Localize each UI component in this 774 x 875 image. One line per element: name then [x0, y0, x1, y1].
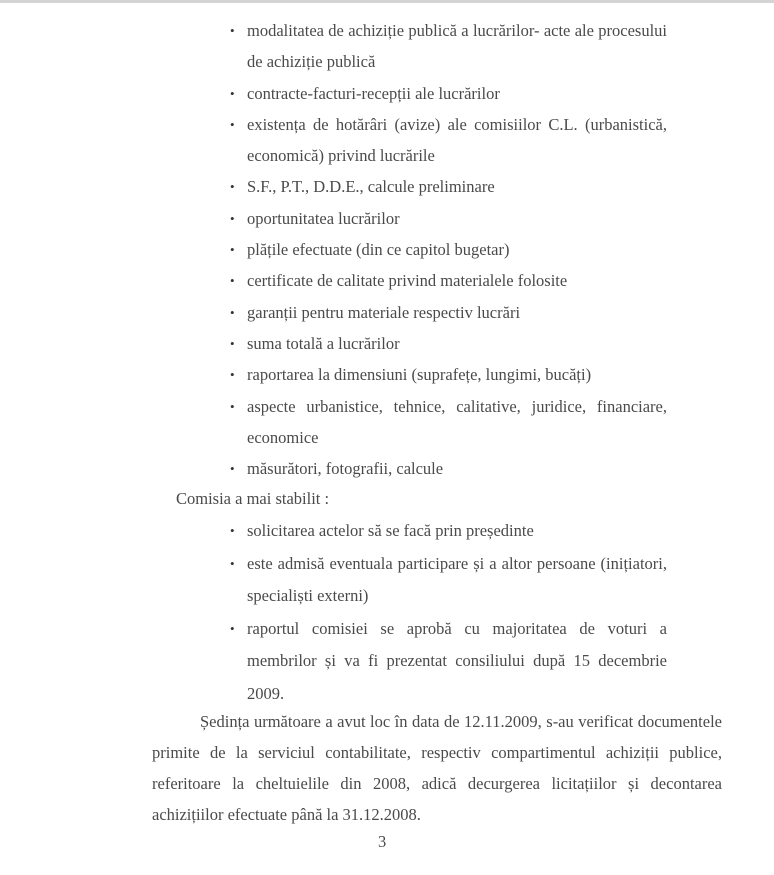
list-item-text: suma totală a lucrărilor — [247, 333, 400, 353]
list-item — [230, 391, 667, 454]
commission-decisions-list — [230, 515, 667, 710]
list-item-text: este admisă eventuala participare și a altor persoane (inițiatori, specialiști externi) — [247, 553, 667, 605]
bullet-icon: • — [230, 23, 235, 38]
list-item-text: existența de hotărâri (avize) ale comisiilor C.L. (urbanistică, economică) privind lucrările — [247, 114, 667, 166]
bullet-icon: • — [230, 620, 235, 636]
bullet-icon: • — [230, 273, 235, 289]
list-item-text: plățile efectuate (din ce capitol bugetar) — [247, 240, 510, 260]
bullet-icon: • — [230, 304, 235, 320]
list-item — [230, 297, 667, 328]
list-item-text: solicitarea actelor să se facă prin președinte — [247, 521, 534, 540]
list-item-text: oportunitatea lucrărilor — [247, 208, 400, 228]
list-item-text: S.F., P.T., D.D.E., calcule preliminare — [247, 177, 495, 197]
list-item — [230, 359, 667, 390]
list-item — [230, 234, 667, 265]
bullet-icon: • — [230, 461, 235, 477]
bullet-icon: • — [230, 555, 235, 571]
bullet-icon: • — [230, 179, 235, 195]
list-item — [230, 453, 667, 484]
bullet-icon: • — [230, 367, 235, 383]
bullet-icon: • — [230, 398, 235, 414]
bullet-icon: • — [230, 210, 235, 226]
list-item — [230, 15, 667, 78]
list-item-text: măsurători, fotografii, calcule — [247, 459, 444, 479]
list-item — [230, 328, 667, 359]
list-item — [230, 548, 667, 613]
list-item-text: garanții pentru materiale respectiv lucrări — [247, 302, 521, 322]
comisia-heading: Comisia a mai stabilit : — [176, 489, 330, 508]
list-item-text: aspecte urbanistice, tehnice, calitative, juridice, financiare, economice — [247, 396, 667, 447]
list-item — [230, 265, 667, 296]
page-top-border — [0, 0, 774, 3]
list-item — [230, 613, 667, 711]
list-item-text: modalitatea de achiziție publică a lucrărilor- acte ale procesului de achiziție publică — [247, 21, 667, 72]
bullet-icon: • — [230, 523, 235, 538]
meeting-paragraph: Ședința următoare a avut loc în data de 12.11.2009, s-au verificat documentele primite de la serviciul contabilitate, respectiv compartimentul achiziții publice, referitoare la cheltuielile din 2008, adică decurgerea licitațiilor și decontarea achizițiilor efectuate până la 31.12.2008. — [152, 712, 722, 824]
list-item-text: contracte-facturi-recepții ale lucrărilor — [247, 83, 500, 103]
list-item — [230, 515, 667, 548]
bullet-icon: • — [230, 85, 235, 101]
list-item-text: raportarea la dimensiuni (suprafețe, lungimi, bucăți) — [247, 365, 592, 385]
list-item — [230, 78, 667, 109]
bullet-icon: • — [230, 242, 235, 258]
list-item-text: raportul comisiei se aprobă cu majoritatea de voturi a membrilor și va fi prezentat consiliului după 15 decembrie 2009. — [247, 618, 667, 703]
list-item — [230, 109, 667, 172]
page-number: 3 — [378, 832, 387, 851]
list-item — [230, 171, 667, 202]
bullet-icon: • — [230, 116, 235, 132]
list-item-text: certificate de calitate privind materialele folosite — [247, 271, 568, 291]
verification-criteria-list — [230, 15, 667, 484]
list-item — [230, 203, 667, 234]
bullet-icon: • — [230, 335, 235, 351]
